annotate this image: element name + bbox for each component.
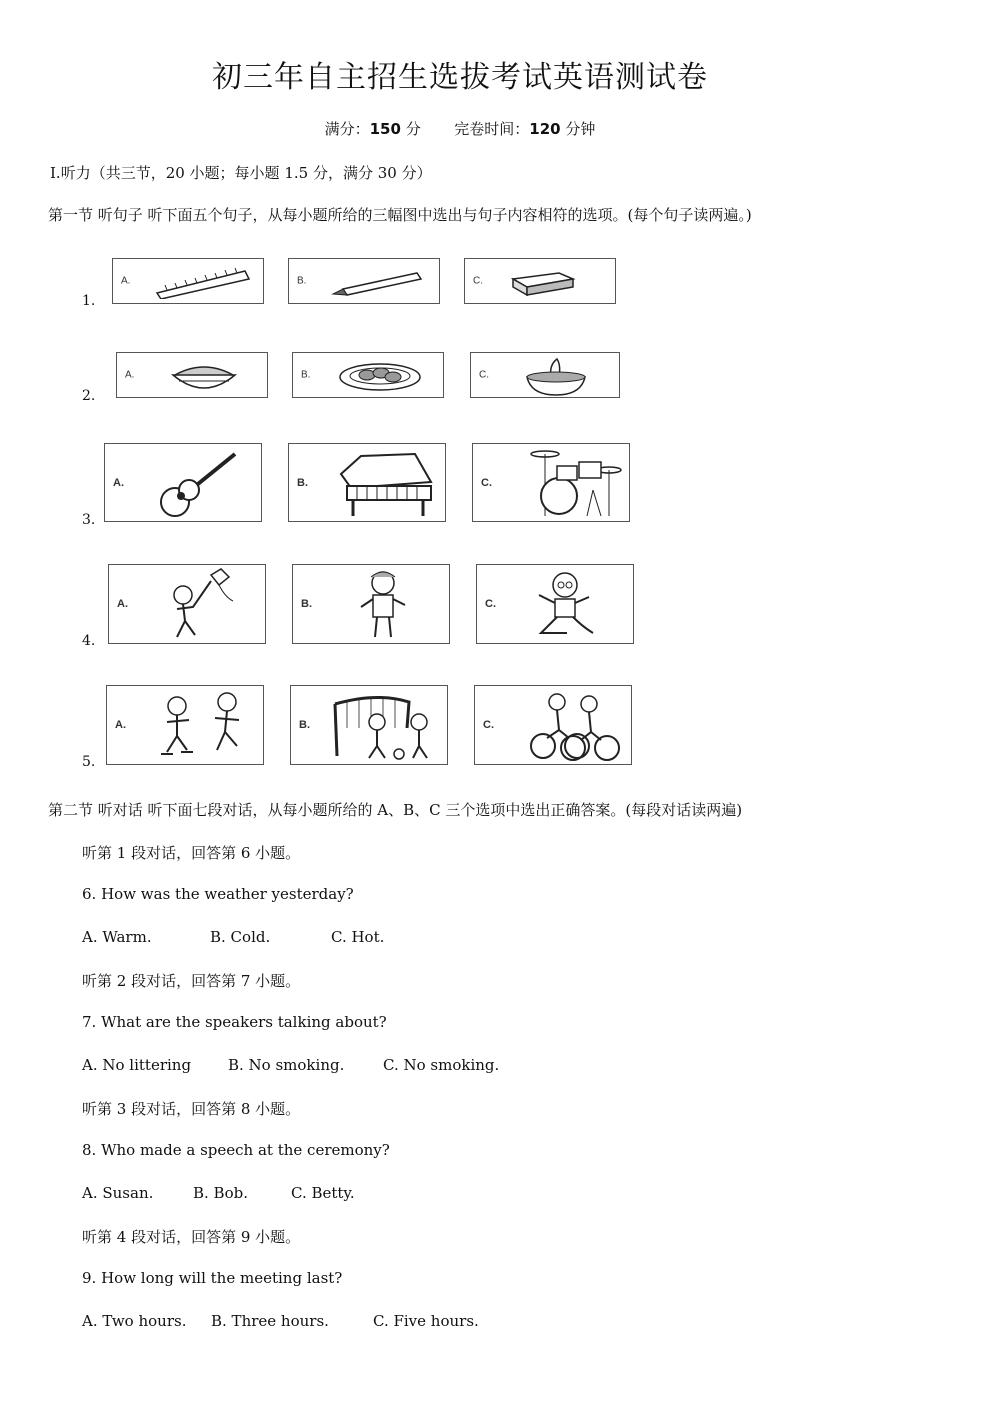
page-title: 初三年自主招生选拔考试英语测试卷 [212,60,708,95]
option-3b[interactable] [288,443,446,522]
time-value: 120 [529,120,561,138]
option-5b[interactable] [290,685,448,765]
part1-instructions: 第一节 听句子 听下面五个句子，从每小题所给的三幅图中选出与句子内容相符的选项。(每个句子读两遍。) [48,206,752,224]
piano-icon [331,448,441,520]
answer-option[interactable]: B. Cold. [210,928,271,946]
option-2b[interactable] [292,352,444,398]
option-label: B. [299,719,310,731]
question-number: 2. [82,388,96,404]
answer-option[interactable]: A. Two hours. [82,1312,187,1330]
option-label: B. [297,476,308,489]
option-2a[interactable] [116,352,268,398]
answer-option[interactable]: B. No smoking. [228,1056,345,1074]
option-3c[interactable] [472,443,630,522]
option-label: B. [301,598,312,610]
answer-option[interactable]: A. Susan. [82,1184,154,1202]
question-number: 4. [82,633,96,649]
full-score-unit: 分 [400,120,421,138]
pencil-icon [329,267,429,297]
option-2c[interactable] [470,352,620,398]
guitar-icon [153,448,243,520]
part2-instructions: 第二节 听对话 听下面七段对话，从每小题所给的 A、B、C 三个选项中选出正确答案。(每段对话读两遍) [48,801,743,819]
full-score-value: 150 [369,120,401,138]
option-1c[interactable] [464,258,616,304]
option-1a[interactable] [112,258,264,304]
answer-option[interactable]: A. No littering [82,1056,192,1074]
ruler-icon [153,265,253,299]
question-number: 5. [82,754,96,770]
option-1b[interactable] [288,258,440,304]
kids-cycling-icon [525,688,625,764]
option-label: C. [483,719,494,731]
answer-option[interactable]: A. Warm. [82,928,152,946]
full-score-label: 满分： [324,120,370,138]
answer-option[interactable]: C. Five hours. [373,1312,479,1330]
rice-bowl-icon [169,357,239,395]
time-label: 完卷时间： [454,120,530,138]
dialogue-intro: 听第 2 段对话，回答第 7 小题。 [82,972,301,990]
kids-skating-icon [147,688,257,764]
option-label: C. [485,598,496,610]
option-label: A. [113,476,124,489]
section-heading: Ⅰ.听力（共三节，20 小题；每小题 1.5 分，满分 30 分） [50,164,432,182]
option-3a[interactable] [104,443,262,522]
answer-option[interactable]: C. Hot. [331,928,385,946]
option-label: A. [117,598,128,610]
question-number: 1. [82,293,96,309]
eraser-icon [509,267,579,297]
answer-option[interactable]: B. Three hours. [211,1312,329,1330]
option-5a[interactable] [106,685,264,765]
noodles-bowl-icon [521,355,591,397]
option-label: A. [121,275,131,287]
question-text: 6. How was the weather yesterday? [82,885,354,903]
boy-sitting-icon [527,567,607,643]
boy-standing-icon [349,567,419,643]
kids-soccer-icon [327,688,443,764]
dialogue-intro: 听第 1 段对话，回答第 6 小题。 [82,844,301,862]
dumplings-plate-icon [337,359,423,393]
question-text: 9. How long will the meeting last? [82,1269,343,1287]
answer-option[interactable]: C. No smoking. [383,1056,500,1074]
option-4c[interactable] [476,564,634,644]
boy-flying-kite-icon [159,567,249,643]
option-label: C. [481,476,492,489]
exam-meta [0,118,920,139]
question-text: 8. Who made a speech at the ceremony? [82,1141,390,1159]
option-label: C. [479,369,489,381]
dialogue-intro: 听第 3 段对话，回答第 8 小题。 [82,1100,301,1118]
answer-option[interactable]: C. Betty. [291,1184,355,1202]
option-label: A. [115,719,126,731]
option-label: B. [297,275,307,287]
time-unit: 分钟 [560,120,596,138]
drums-icon [513,446,625,520]
option-label: B. [301,369,311,381]
dialogue-intro: 听第 4 段对话，回答第 9 小题。 [82,1228,301,1246]
option-label: A. [125,369,135,381]
option-label: C. [473,275,483,287]
option-4a[interactable] [108,564,266,644]
option-4b[interactable] [292,564,450,644]
question-number: 3. [82,512,96,528]
option-5c[interactable] [474,685,632,765]
answer-option[interactable]: B. Bob. [193,1184,248,1202]
question-text: 7. What are the speakers talking about? [82,1013,387,1031]
